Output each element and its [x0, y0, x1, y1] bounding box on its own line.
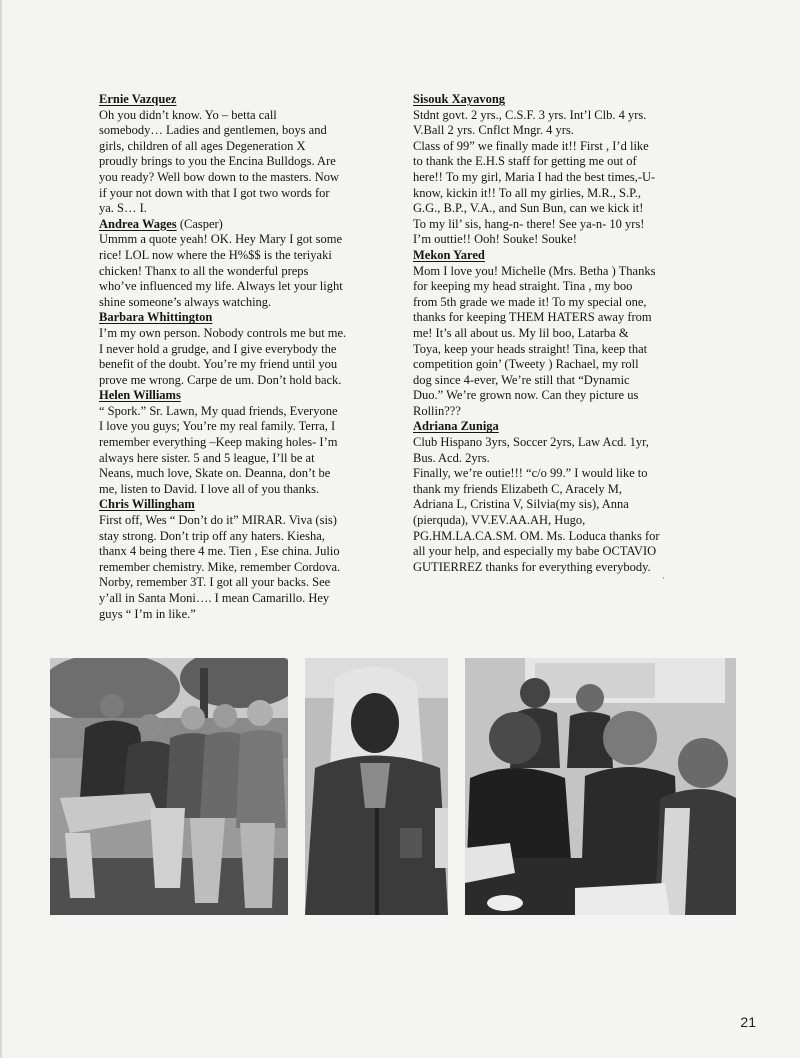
- print-speck: ·: [662, 573, 665, 583]
- group-photo-image: [50, 658, 288, 915]
- senior-entry-1: [99, 92, 367, 217]
- senior-entry-2: [99, 217, 367, 311]
- photo-hooded-student: [305, 658, 448, 915]
- page-number: 21: [740, 1014, 756, 1030]
- senior-quote: First off, Wes “ Don’t do it” MIRAR. Viva (sis) stay strong. Don’t trip off any haters. Kiesha, thanx 4 being there 4 me. Tien , Ese china. Julio remember chemistry. Mike, remember Cordova. Norby, remember 3T. I got all your backs. See y’all in Santa Moni…. I mean Camarillo. Hey guys “ I’m in like.”: [99, 513, 341, 621]
- photo-classroom-students: [465, 658, 736, 915]
- senior-name: Ernie Vazquez: [99, 92, 177, 106]
- senior-name: Andrea Wages: [99, 216, 177, 231]
- senior-quote: “ Spork.” Sr. Lawn, My quad friends, Everyone I love you guys; You’re my real family. Terra, I remember everything –Keep making holes- I’m always here sister. 5 and 5 league, I’ll be at Neans, much love, Skate on. Deanna, don’t be me, listen to David. I love all of you thanks.: [99, 403, 338, 496]
- photo-group-outdoors: [50, 658, 288, 915]
- senior-entry-4: [99, 388, 367, 497]
- senior-quote: Stdnt govt. 2 yrs., C.S.F. 3 yrs. Int’l Clb. 4 yrs. V.Ball 2 yrs. Cnflct Mngr. 4 yrs. Class of 99” we finally made it!! First , I’d like to thank the E.H.S staff for getting me out of here!! To my girl, Maria I had the best times,-U- know, kickin it!! To all my girlies, M.R., S.P., G.G., B.P., V.A., and Sun Bun, can we kick it! To my lil’ sis, hang-n- there! See ya-n- 10 yrs! I’m outtie!! Ooh! Souke! Souke!: [413, 107, 656, 247]
- senior-quote: Ummm a quote yeah! OK. Hey Mary I got some rice! LOL now where the H%$$ is the teriyaki chicken! Thanx to all the wonderful preps who’ve influenced my life. Always let your light shine someone’s always watching.: [99, 232, 343, 309]
- senior-name: Sisouk Xayavong: [413, 92, 506, 106]
- senior-nickname: (Casper): [176, 216, 223, 231]
- senior-name: Chris Willingham: [99, 497, 195, 512]
- classroom-photo-image: [465, 658, 736, 915]
- senior-entry-7: [413, 248, 685, 420]
- page-binding-edge: [0, 0, 2, 1058]
- senior-entry-5: [99, 497, 367, 622]
- senior-quote: Mom I love you! Michelle (Mrs. Betha ) Thanks for keeping my head straight. Tina , my boo from 5th grade we made it! To my special one, thanks for keeping THEM HATERS away from me! It’s all about us. My lil boo, Latarba & Toya, keep your heads straight! Tina, keep that competition goin’ (Tweety ) Rachael, my roll dog since 4-ever, We’re still that “Dynamic Duo.” We’re grown now. Can they picture us Rollin???: [413, 263, 656, 418]
- senior-entry-6: [413, 92, 685, 248]
- left-text-column: [99, 92, 367, 622]
- senior-entry-8: [413, 419, 685, 575]
- senior-name: Mekon Yared: [413, 247, 485, 262]
- hooded-student-image: [305, 658, 448, 915]
- senior-name: Helen Williams: [99, 388, 181, 403]
- right-text-column: [413, 92, 685, 575]
- senior-name: Adriana Zuniga: [413, 419, 499, 434]
- senior-quote: Club Hispano 3yrs, Soccer 2yrs, Law Acd. 1yr, Bus. Acd. 2yrs. Finally, we’re outie!!! “c/o 99.” I would like to thank my friends Elizabeth C, Aracely M, Adriana L, Cristina V, Silvia(my sis), Anna (pierquda), VV.EV.AA.AH, Hugo, PG.HM.LA.CA.SM. OM. Ms. Loduca thanks for all your help, and especially my babe OCTAVIO GUTIERREZ thanks for everything everybody.: [413, 435, 660, 574]
- senior-name: Barbara Whittington: [99, 310, 213, 325]
- senior-quote: Oh you didn’t know. Yo – betta call somebody… Ladies and gentlemen, boys and girls, children of all ages Degeneration X proudly brings to you the Encina Bulldogs. Are you ready? Well bow down to the masters. Now if your not down with that I got two words for ya. S… I.: [99, 107, 340, 216]
- senior-entry-3: [99, 310, 367, 388]
- senior-quote: I’m my own person. Nobody controls me but me. I never hold a grudge, and I give everybody the benefit of the doubt. You’re my friend until you prove me wrong. Carpe de um. Don’t hold back.: [99, 325, 347, 387]
